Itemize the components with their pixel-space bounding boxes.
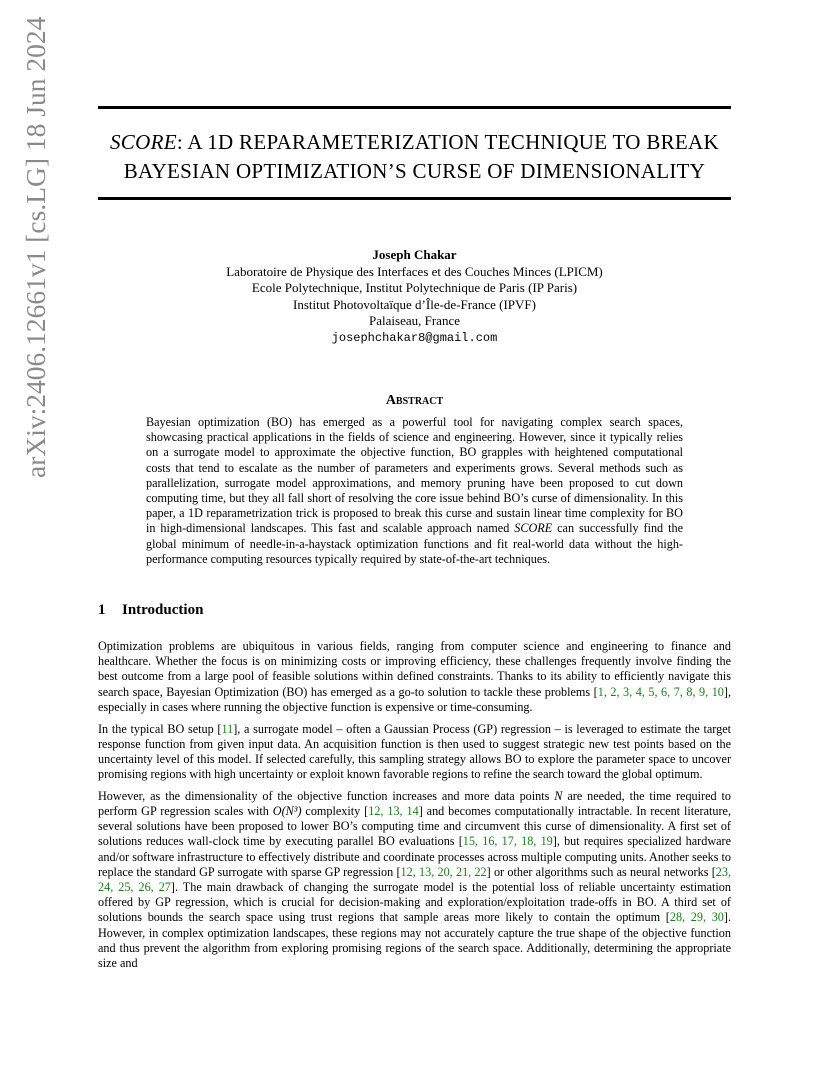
math-symbol: N [554,788,563,803]
citation-link[interactable]: 15, 16, 17, 18, 19 [462,834,553,849]
citation-link[interactable]: 1, 2, 3, 4, 5, 6, 7, 8, 9, 10 [597,684,724,699]
title-top-rule [98,106,731,109]
citation-link[interactable]: 28, 29, 30 [669,910,724,925]
section-title: Introduction [122,602,204,618]
abstract-heading: Abstract [385,393,444,408]
author-name: Joseph Chakar [372,247,457,262]
affiliation-line: Laboratoire de Physique des Interfaces et des Couches Minces (LPICM) [226,263,603,279]
affiliation-line: Ecole Polytechnique, Institut Polytechnique de Paris (IP Paris) [251,280,578,295]
arxiv-identifier: arXiv:2406.12661v1 [cs.LG] 18 Jun 2024 [20,16,51,478]
citation-link[interactable]: 12, 13, 14 [368,804,419,819]
paragraph: Optimization problems are ubiquitous in various fields, ranging from computer science and engineering to finance and healthcare. Whether the focus is on minimizing costs or improving efficiency, these challenges frequently involve finding the best outcome from a large pool of feasible solutions within defined constraints. Thanks to its ability to efficiently navigate this search space, Bayesian Optimization (BO) has emerged as a go-to solution to tackle these problems [1, 2, 3, 4, 5, 6, 7, 8, 9, 10], especially in cases where running the objective function is expensive or time-consuming. [98,639,732,714]
section-number: 1 [98,602,106,618]
paper-title: SCORE: A 1D REPARAMETERIZATION TECHNIQUE TO BREAK BAYESIAN OPTIMIZATION’S CURSE OF DIMENSIONALITY [110,130,719,183]
citation-link[interactable]: 12, 13, 20, 21, 22 [400,864,487,879]
citation-link[interactable]: 11 [221,721,234,736]
abstract-text: Bayesian optimization (BO) has emerged as a powerful tool for navigating complex search spaces, showcasing practical applications in the fields of science and engineering. However, since it typically relies on a surrogate model to approximate the objective function, BO grapples with heightened computational costs that tend to escalate as the number of parameters and experiments grows. Several methods such as parallelization, surrogate model approximations, and memory pruning have been proposed to cut down computing time, but they all fall short of resolving the core issue behind BO’s curse of dimensionality. In this paper, a 1D reparametrization trick is proposed to break this curse and sustain linear time complexity for BO in high-dimensional landscapes. This fast and scalable approach named SCORE can successfully find the global minimum of needle-in-a-haystack optimization functions and fit real-world data without the high-performance computing resources typically required by state-of-the-art techniques. [146,415,683,566]
paragraph: However, as the dimensionality of the objective function increases and more data points N are needed, the time required to perform GP regression scales with O(N³) complexity [12, 13, 14] and becomes computationally intractable. In recent literature, several solutions have been proposed to lower BO’s computing time and circumvent this curse of dimensionality. A first set of solutions reduces wall-clock time by executing parallel BO evaluations [15, 16, 17, 18, 19], but requires specialized hardware and/or software infrastructure to effectively distribute and coordinate processes across multiple computing units. Another seeks to replace the standard GP surrogate with sparse GP regression [12, 13, 20, 21, 22] or other algorithms such as neural networks [23, 24, 25, 26, 27]. The main drawback of changing the surrogate model is the potential loss of reliable uncertainty estimation offered by GP regression, which is crucial for decision-making and exploration/exploitation trade-offs in BO. A third set of solutions bounds the search space using trust regions that sample areas more likely to contain the optimum [28, 29, 30]. However, in complex optimization landscapes, these regions may not accurately capture the true shape of the objective function and thus prevent the algorithm from exploring promising regions of the search space. Additionally, determining the appropriate size and [98,788,731,971]
author-email[interactable]: josephchakar8@gmail.com [331,330,498,345]
math-expression: O(N³) [272,804,302,819]
body-text [98,639,731,978]
author-block [98,247,731,346]
paragraph: In the typical BO setup [11], a surrogate model – often a Gaussian Process (GP) regression – is leveraged to estimate the target response function from given input data. An acquisition function is then used to suggest strategic new test points based on the uncertainty level of this model. If selected carefully, this sampling strategy allows BO to explore the parameter space to uncover promising regions with high uncertainty or exploit known favorable regions to refine the search toward the global optimum. [98,721,731,782]
title-bottom-rule [98,197,731,200]
section-heading [98,602,203,619]
affiliation-line: Palaiseau, France [369,313,460,328]
title-acronym: SCORE [110,130,177,154]
citation-link[interactable]: 23, 24, 25, 26, 27 [98,864,731,895]
affiliation-line: Institut Photovoltaïque d’Île-de-France (IPVF) [293,296,536,312]
abstract-acronym: SCORE [514,521,553,536]
